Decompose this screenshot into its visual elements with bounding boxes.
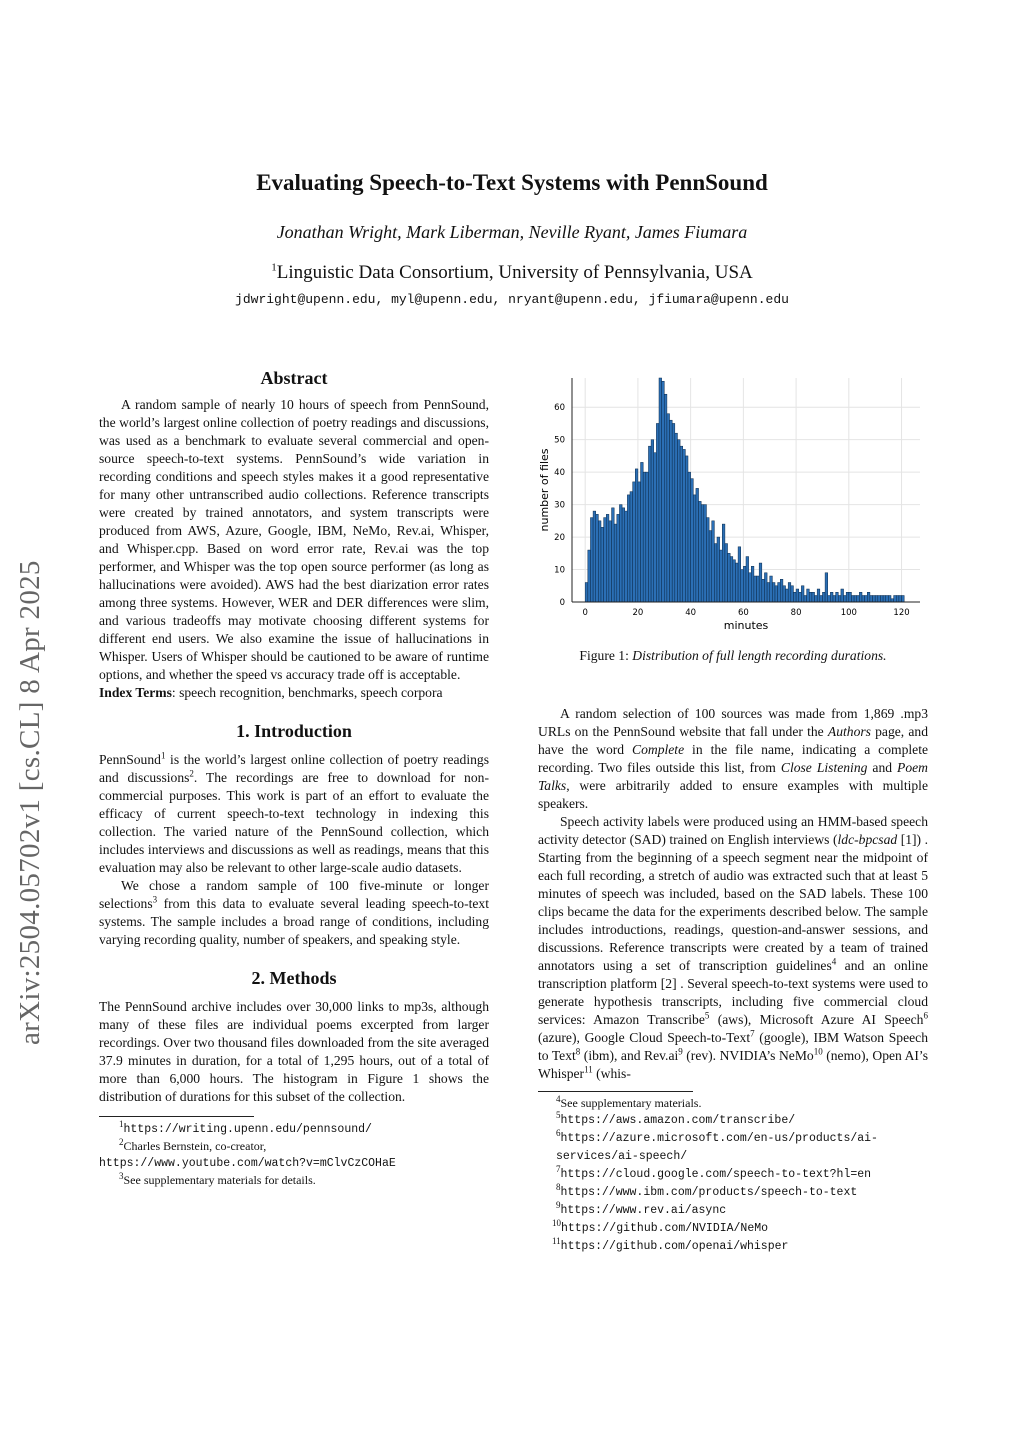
histogram-bar: [725, 544, 728, 602]
y-tick-label: 50: [554, 435, 565, 446]
histogram-bar: [749, 573, 752, 602]
right-footnotes: [538, 1095, 928, 1255]
histogram-bar: [896, 596, 899, 602]
histogram-bar: [712, 521, 715, 602]
author-list: Jonathan Wright, Mark Liberman, Neville Ryant, James Fiumara: [276, 222, 748, 242]
histogram-bar: [899, 596, 902, 602]
intro-paragraph-1: PennSound$^1$ is the world’s largest online collection of poetry readings and discussions$^2$. The recordings are free to download for non-commercial purposes. This work is part of an effort to evaluate the efficacy of current speech-to-text technology in indexing this collection. The varied nature of the PennSound collection, which includes interviews and discussions as well as readings, means that this evaluation may also be relevant to other large-scale audio datasets.: [99, 750, 489, 875]
x-tick-label: 40: [685, 608, 697, 618]
chart-y-label: number of files: [538, 448, 551, 532]
histogram-bar: [793, 592, 796, 602]
histogram-bar: [822, 592, 825, 602]
histogram-bar: [646, 472, 649, 602]
x-tick-label: 100: [840, 608, 857, 618]
histogram-bar: [870, 596, 873, 602]
duration-histogram: [535, 370, 930, 632]
histogram-bar: [836, 592, 839, 602]
histogram-bar: [733, 560, 736, 602]
histogram-bar: [807, 589, 810, 602]
footnote-7: $^7$https://cloud.google.com/speech-to-text?hl=en: [556, 1164, 872, 1181]
footnote-2: $^2$Charles Bernstein, co-creator,: [119, 1137, 267, 1153]
histogram-bar: [627, 495, 630, 602]
histogram-bar: [588, 550, 591, 602]
histogram-bar: [625, 511, 628, 602]
histogram-bar: [878, 596, 881, 602]
histogram-bar: [675, 433, 678, 602]
paper-title: Evaluating Speech-to-Text Systems with PennSound: [256, 170, 768, 195]
histogram-bar: [817, 589, 820, 602]
histogram-bar: [838, 596, 841, 602]
methods-paragraph-1: The PennSound archive includes over 30,000 links to mp3s, although many of these files are individual poems excerpted from larger recordings. Over two thousand files downloaded from the site averaged 37.9 minutes in duration, for a total of 1,295 hours, out of a total of more than 6,000 hours. The histogram in Figure 1 shows the distribution of durations for this subset of the collection.: [99, 999, 489, 1104]
chart-x-label: minutes: [723, 619, 769, 632]
histogram-bar: [857, 596, 860, 602]
histogram-bar: [849, 592, 852, 602]
histogram-bar: [648, 446, 651, 602]
histogram-bar: [791, 586, 794, 602]
histogram-bar: [680, 446, 683, 602]
footnote-11: $^{11}$https://github.com/openai/whisper: [552, 1236, 789, 1253]
histogram-bar: [820, 596, 823, 602]
histogram-bar: [812, 592, 815, 602]
histogram-bar: [651, 440, 654, 602]
histogram-bar: [888, 596, 891, 602]
histogram-bar: [585, 583, 588, 602]
histogram-bar: [746, 557, 749, 602]
histogram-bar: [735, 563, 738, 602]
x-tick-label: 80: [790, 608, 802, 618]
histogram-bar: [783, 586, 786, 602]
histogram-bar: [865, 596, 868, 602]
abstract-heading: Abstract: [260, 368, 328, 388]
histogram-bar: [741, 570, 744, 602]
histogram-bar: [701, 505, 704, 602]
histogram-bar: [738, 547, 741, 602]
histogram-bar: [751, 566, 754, 602]
histogram-bar: [706, 518, 709, 602]
histogram-bar: [778, 583, 781, 602]
footnote-6: $^6$https://azure.microsoft.com/en-us/products/ai-services/ai-speech/: [556, 1128, 878, 1163]
histogram-bar: [844, 596, 847, 602]
histogram-bar: [656, 423, 659, 602]
x-tick-label: 20: [632, 608, 644, 618]
figure-caption: [538, 648, 928, 664]
histogram-bar: [714, 544, 717, 602]
footnote-rule: [99, 1116, 254, 1117]
histogram-bar: [685, 456, 688, 602]
y-tick-label: 40: [554, 468, 565, 479]
histogram-bar: [801, 586, 804, 602]
intro-heading: 1. Introduction: [236, 721, 352, 741]
histogram-bar: [825, 573, 828, 602]
histogram-bar: [593, 511, 596, 602]
affiliation-text: Linguistic Data Consortium, University of Pennsylvania, USA: [276, 262, 753, 283]
histogram-bar: [867, 592, 870, 602]
histogram-bar: [799, 592, 802, 602]
histogram-bar: [772, 583, 775, 602]
histogram-bar: [846, 592, 849, 602]
index-terms: [99, 684, 489, 702]
figure-caption-text: Distribution of full length recording durations.: [632, 648, 887, 663]
histogram-bar: [780, 579, 783, 602]
left-footnotes: [99, 1120, 489, 1188]
histogram-bar: [614, 524, 617, 602]
intro-paragraph-2: We chose a random sample of 100 five-minute or longer selections$^3$ from this data to evaluate several leading speech-to-text systems. The sample includes a broad range of conditions, including varying recording quality, number of speakers, and speaking style.: [99, 878, 489, 947]
histogram-bar: [612, 508, 615, 602]
affiliation-mark: 1: [271, 261, 277, 274]
histogram-bar: [767, 583, 770, 602]
histogram-bar: [609, 521, 612, 602]
histogram-bar: [590, 518, 593, 602]
histogram-bar: [696, 488, 699, 602]
arxiv-identifier: arXiv:2504.05702v1 [cs.CL] 8 Apr 2025: [14, 560, 46, 1045]
histogram-bar: [654, 453, 657, 602]
histogram-bar: [862, 596, 865, 602]
x-tick-label: 120: [893, 608, 910, 618]
histogram-bar: [617, 514, 620, 602]
footnote-1: $^1$https://writing.upenn.edu/pennsound/: [119, 1119, 372, 1136]
histogram-bar: [875, 596, 878, 602]
histogram-bar: [720, 550, 723, 602]
histogram-bar: [743, 566, 746, 602]
histogram-bar: [786, 589, 789, 602]
y-tick-label: 20: [554, 533, 565, 544]
abstract-body: A random sample of nearly 10 hours of speech from PennSound, the world’s largest online collection of poetry readings and discussions, was used as a benchmark to evaluate several commercial and open-source speech-to-text systems. PennSound’s wide variation in recording conditions and speech styles makes it a good representative for many other untranscribed audio collections. Reference transcripts were created by trained annotators, and system transcripts were produced from AWS, Azure, Google, IBM, NeMo, Rev.ai, Whisper, and Whisper.cpp. Based on word error rate, Rev.ai was the top performer, and Whisper was the top open source performer (as long as hallucinations were avoided). AWS had the best diarization error rates among three systems. However, WER and DER differences were slim, and various tradeoffs may motivate choosing different systems for different end users. We also examine the issue of hallucinations in Whisper. Users of Whisper should be cautioned to be aware of runtime options, and whether the speed vs accuracy trade off is acceptable.: [99, 397, 489, 682]
histogram-bar: [770, 576, 773, 602]
histogram-bar: [859, 592, 862, 602]
histogram-bar: [764, 573, 767, 602]
footnote-9: $^9$https://www.rev.ai/async: [556, 1200, 727, 1217]
histogram-bar: [688, 472, 691, 602]
histogram-bar: [677, 440, 680, 602]
histogram-bar: [854, 596, 857, 602]
histogram-bar: [717, 537, 720, 602]
histogram-bar: [606, 514, 609, 602]
histogram-bar: [622, 508, 625, 602]
author-emails: jdwright@upenn.edu, myl@upenn.edu, nryant@upenn.edu, jfiumara@upenn.edu: [235, 292, 789, 307]
histogram-bar: [754, 576, 757, 602]
y-tick-label: 30: [554, 500, 565, 511]
histogram-bar: [662, 381, 665, 602]
histogram-bar: [635, 469, 638, 602]
histogram-bar: [894, 596, 897, 602]
histogram-bar: [667, 414, 670, 602]
histogram-bar: [757, 576, 760, 602]
histogram-bar: [902, 596, 905, 602]
histogram-bar: [809, 592, 812, 602]
histogram-bar: [601, 527, 604, 602]
footnote-10: $^{10}$https://github.com/NVIDIA/NeMo: [552, 1218, 769, 1235]
y-tick-label: 0: [559, 598, 565, 608]
footnote-3: $^3$See supplementary materials for details.: [119, 1171, 316, 1187]
histogram-bar: [880, 596, 883, 602]
index-terms-text: : speech recognition, benchmarks, speech corpora: [171, 685, 443, 700]
histogram-bar: [730, 557, 733, 602]
histogram-bar: [804, 596, 807, 602]
left-column: [99, 369, 489, 1188]
histogram-bar: [815, 596, 818, 602]
histogram-bar: [598, 521, 601, 602]
histogram-bar: [788, 583, 791, 602]
histogram-bar: [828, 596, 831, 602]
histogram-bar: [851, 596, 854, 602]
right-column: [538, 705, 928, 1255]
histogram-bar: [619, 505, 622, 602]
footnote-5: $^5$https://aws.amazon.com/transcribe/: [556, 1110, 796, 1127]
footnote-8: $^8$https://www.ibm.com/products/speech-to-text: [556, 1182, 858, 1199]
methods-heading: 2. Methods: [251, 968, 337, 988]
histogram-bar: [833, 596, 836, 602]
histogram-bar: [643, 472, 646, 602]
histogram-bar: [604, 518, 607, 602]
histogram-bar: [762, 579, 765, 602]
histogram-bar: [883, 596, 886, 602]
histogram-bar: [638, 482, 641, 602]
histogram-bar: [693, 495, 696, 602]
histogram-bar: [873, 596, 876, 602]
y-tick-label: 10: [554, 565, 565, 576]
affiliation: [0, 262, 1024, 284]
histogram-bar: [699, 501, 702, 602]
histogram-bar: [830, 592, 833, 602]
histogram-bar: [641, 462, 644, 602]
histogram-bar: [759, 563, 762, 602]
right-paragraph-1: A random selection of 100 sources was made from 1,869 .mp3 URLs on the PennSound website that fall under the Authors page, and have the word Complete in the file name, indicating a complete recording. Two files outside this list, from Close Listening and Poem Talks, were arbitrarily added to ensure examples with multiple speakers.: [538, 706, 929, 811]
figure-caption-label: Figure 1:: [579, 648, 633, 663]
right-paragraph-2: Speech activity labels were produced using an HMM-based speech activity detector (SAD) trained on English interviews (ldc-bpcsad [1]) . Starting from the beginning of a speech segment near the midpoint of each full recording, a stretch of audio was extracted such that at least 5 minutes of speech was included, based on the SAD labels. These 100 clips became the data for the experiments described below. The sample includes introductions, readings, question-and-answer sessions, and discussions. Reference transcripts were created by a team of trained annotators using a set of transcription guidelines$^4$ and an online transcription platform [2] . Several speech-to-text systems were used to generate hypothesis transcripts, including five commercial cloud services: Amazon Transcribe$^5$ (aws), Microsoft Azure AI Speech$^6$ (azure), Google Cloud Speech-to-Text$^7$ (google), IBM Watson Speech to Text$^8$ (ibm), and $Rev.ai^9$ (rev). NVIDIA’s NeMo$^{10}$ (nemo), Open AI’s Whisper$^{11}$ (whis-: [538, 814, 929, 1081]
histogram-bar: [704, 505, 707, 602]
footnote-4: $^4$See supplementary materials.: [556, 1094, 702, 1110]
y-tick-label: 60: [554, 403, 565, 414]
histogram-bar: [630, 492, 633, 602]
x-tick-label: 0: [582, 608, 588, 618]
histogram-bar: [633, 482, 636, 602]
histogram-bar: [659, 378, 662, 602]
histogram-bar: [672, 423, 675, 602]
histogram-bar: [670, 420, 673, 602]
histogram-bar: [596, 514, 599, 602]
chart-bars: [585, 378, 904, 602]
right-footnote-rule: [538, 1091, 693, 1092]
histogram-bar: [796, 589, 799, 602]
footnote-2-url: https://www.youtube.com/watch?v=mClvCzCOHaE: [99, 1157, 396, 1170]
histogram-bar: [691, 479, 694, 602]
histogram-bar: [886, 596, 889, 602]
histogram-bar: [664, 394, 667, 602]
histogram-bar: [841, 589, 844, 602]
histogram-bar: [728, 553, 731, 602]
x-tick-label: 60: [737, 608, 749, 618]
histogram-bar: [683, 449, 686, 602]
histogram-bar: [709, 531, 712, 602]
histogram-bar: [775, 586, 778, 602]
index-terms-label: Index Terms: [99, 685, 172, 700]
histogram-bar: [722, 524, 725, 602]
